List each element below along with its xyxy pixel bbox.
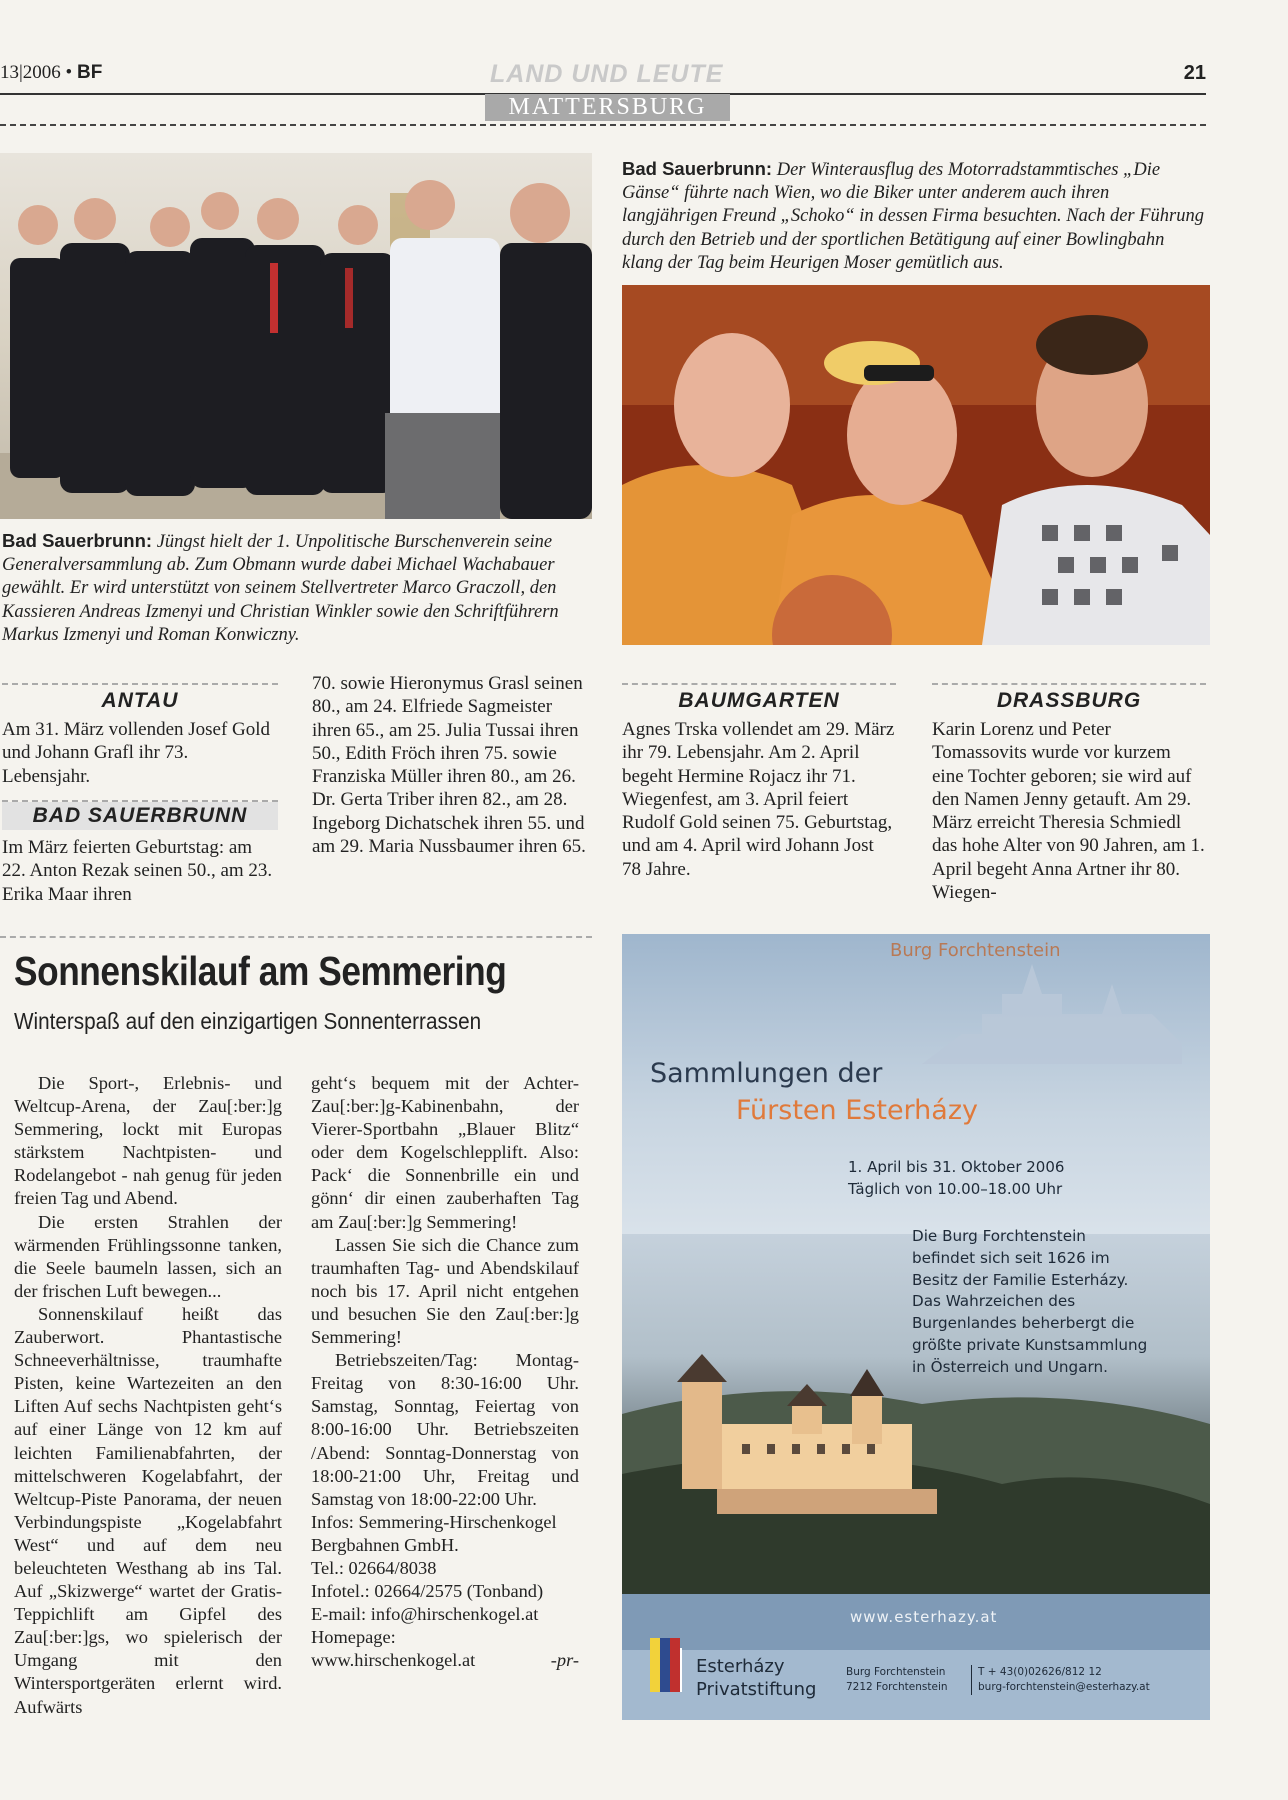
bad-sauerbrunn-continued: 70. sowie Hieronymus Grasl seinen 80., am 24. Elfriede Sagmeister ihren 65., am 25. Julia Tussai ihren 50., Edith Fröch ihren 75. sowie Franziska Müller ihren 80., am 26. Dr. Gerta Triber ihren 82., am 28. Ingeborg Dichatschek ihren 55. und am 29. Maria Nussbaumer ihren 65. [312,673,586,858]
address-line: 7212 Forchtenstein [846,1681,948,1693]
info-line: Infos: Semmering-Hirschenkogel [311,1511,557,1532]
info-line: Homepage: [311,1627,396,1648]
esterhazy-logo-icon [650,1638,692,1692]
baumgarten-heading-text: BAUMGARTEN [672,689,845,713]
info-line: E-mail: info@hirschenkogel.at [311,1604,539,1625]
ad-dates [848,1156,1064,1200]
article-subhead: Winterspaß auf den einzigartigen Sonnenterrassen [14,1008,482,1034]
castle-silhouette [922,954,1182,1064]
caption-place: Bad Sauerbrunn: [622,158,773,179]
info-line: Infotel.: 02664/2575 (Tonband) [311,1581,544,1602]
ad-title-line1: Sammlungen der [650,1058,883,1089]
esterhazy-ad [622,934,1210,1720]
org-name-line2: Privatstiftung [696,1679,817,1700]
ad-organisation [696,1655,816,1701]
ad-address [846,1665,948,1695]
article-paragraph: Betriebszeiten/Tag: Montag-Freitag von 8:30-16:00 Uhr. Samstag, Sonntag, Feiertag von 8:00-16:00 Uhr. Betriebszeiten /Abend: Sonntag-Donnerstag von 18:00-21:00 Uhr, Freitag und Samstag von 18:00-22:00 Uhr. [311,1350,579,1509]
header-dashed-rule [0,124,1206,126]
ad-top-text: Burg Forchtenstein [890,940,1061,961]
ad-url: www.esterhazy.at [850,1608,998,1626]
section-title: LAND UND LEUTE [490,60,724,88]
ad-title-line2: Fürsten Esterházy [736,1095,978,1126]
issue-info [0,62,102,84]
baumgarten-heading [622,683,896,711]
org-name-line1: Esterházy [696,1656,785,1677]
article-paragraph: Sonnenskilauf heißt das Zauberwort. Phantastische Schneeverhältnisse, traumhafte Pisten, keine Wartezeiten an den Liften Auf sechs Nachtpisten geht‘s auf einer Länge von 12 km auf leichten Familienabfahrten, der mittelschweren Kogelabfahrt, der Weltcup-Piste Panorama, der neuen Verbindungspiste „Kogelabfahrt West“ und auf dem neu beleuchteten Westhang ab ins Tal. Auf „Skizwerge“ wartet der Gratis-Teppichlift am Gipfel des Zau[:ber:]gs, wo spielerisch der Umgang mit den Wintersportgeräten erlernt wird. Aufwärts [14,1303,282,1717]
group-photo [0,153,592,519]
publication-name: BF [76,62,103,83]
ad-description [912,1226,1147,1379]
article-column-2 [311,1072,579,1672]
bad-sauerbrunn-text: Im März feierten Geburtstag: am 22. Anton Rezak seinen 50., am 23. Erika Maar ihren [2,837,273,905]
article-paragraph: Lassen Sie sich die Chance zum traumhaften Tag- und Abendskilauf noch bis 17. April nicht entgehen und besuchen Sie den Zau[:ber:]g Semmering! [311,1234,579,1348]
baumgarten-text: Agnes Trska vollendet am 29. März ihr 79. Lebensjahr. Am 2. April begeht Hermine Rojacz ihr 71. Wiegenfest, am 3. April feiert Rudolf Gold seinen 75. Geburtstag, und am 4. April wird Johann Jost 78 Jahre. [622,719,895,880]
caption-text: Jüngst hielt der 1. Unpolitische Burschenverein seine Generalversammlung ab. Zum Obmann wurde dabei Michael Wachabauer gewählt. Er wird unterstützt von seinem Stellvertreter Marco Graczoll, den Kassieren Andreas Izmenyi und Christian Winkler sowie den Schriftführern Markus Izmenyi und Roman Konwiczny. [2,532,559,645]
antau-text: Am 31. März vollenden Josef Gold und Johann Grafl ihr 73. Lebensjahr. [2,719,271,787]
homepage-link: www.hirschenkogel.at [311,1650,476,1671]
ad-contact [971,1665,1150,1695]
info-last-line [311,1649,579,1672]
address-line: Burg Forchtenstein [846,1666,946,1678]
biker-photo [622,285,1210,645]
ad-phone: T + 43(0)02626/812 12 [978,1666,1102,1678]
ad-desc-line: Burgenlandes beherbergt die [912,1314,1135,1333]
ad-desc-line: größte private Kunstsammlung [912,1335,1148,1354]
page-number: 21 [1183,62,1206,84]
article-paragraph: Die Sport-, Erlebnis- und Weltcup-Arena, der Zau[:ber:]g Semmering, lockt mit Europas stärkstem Nachtpisten- und Rodelangebot - nah genug für jeden freien Tag und Abend. [14,1073,282,1209]
article-headline: Sonnenskilauf am Semmering [14,948,507,994]
group-photo-caption [2,529,588,647]
info-line: Tel.: 02664/8038 [311,1557,437,1578]
bad-sauerbrunn-heading: BAD SAUERBRUNN [2,802,278,830]
ad-desc-line: befindet sich seit 1626 im [912,1248,1110,1267]
article-paragraph: geht‘s bequem mit der Achter-Zau[:ber:]g-Kabinenbahn, der Vierer-Sportbahn „Blauer Blitz“ oder dem Kogelschlepplift. Also: Pack‘ die Sonnenbrille ein und gönn‘ dir einen zauberhaften Tag am Zau[:ber:]g Semmering! [311,1073,579,1232]
caption-place: Bad Sauerbrunn: [2,530,153,551]
drassburg-heading [932,683,1206,711]
issue-number: 13|2006 • [0,62,73,83]
article-rule [0,936,592,938]
caption-text: Der Winterausflug des Motorradstammtisches „Die Gänse“ führte nach Wien, wo die Biker unter anderem auch ihren langjährigen Freund „Schoko“ in dessen Firma besuchten. Nach der Führung durch den Betrieb und der sportlichen Betätigung auf einer Bowlingbahn klang der Tag beim Heurigen Moser gemütlich aus. [622,160,1205,273]
ad-email: burg-forchtenstein@esterhazy.at [978,1681,1150,1693]
ad-desc-line: Besitz der Familie Esterházy. [912,1270,1129,1289]
biker-photo-caption [622,157,1206,275]
drassburg-heading-text: DRASSBURG [991,689,1147,713]
drassburg-text: Karin Lorenz und Peter Tomassovits wurde vor kurzem eine Tochter geboren; sie wird auf den Namen Jenny getauft. Am 29. März erreicht Theresia Schmiedl das hohe Alter von 90 Jahren, am 1. April begeht Anna Artner ihr 80. Wiegen- [932,719,1205,904]
ad-desc-line: Die Burg Forchtenstein [912,1227,1086,1245]
ad-date-range: 1. April bis 31. Oktober 2006 [848,1158,1065,1176]
ad-desc-line: in Österreich und Ungarn. [912,1357,1108,1376]
ad-opening-hours: Täglich von 10.00–18.00 Uhr [848,1180,1063,1198]
region-band: MATTERSBURG [485,94,730,121]
info-line: Bergbahnen GmbH. [311,1534,459,1555]
ad-desc-line: Das Wahrzeichen des [912,1292,1076,1311]
antau-heading-text: ANTAU [96,689,185,713]
antau-heading [2,683,278,711]
author-sign: -pr- [550,1650,579,1671]
article-paragraph: Die ersten Strahlen der wärmenden Frühlingssonne tanken, die Seele baumeln lassen, sich an der frischen Luft bewegen... [14,1211,282,1301]
article-infos [311,1511,579,1673]
article-column-1 [14,1072,282,1719]
